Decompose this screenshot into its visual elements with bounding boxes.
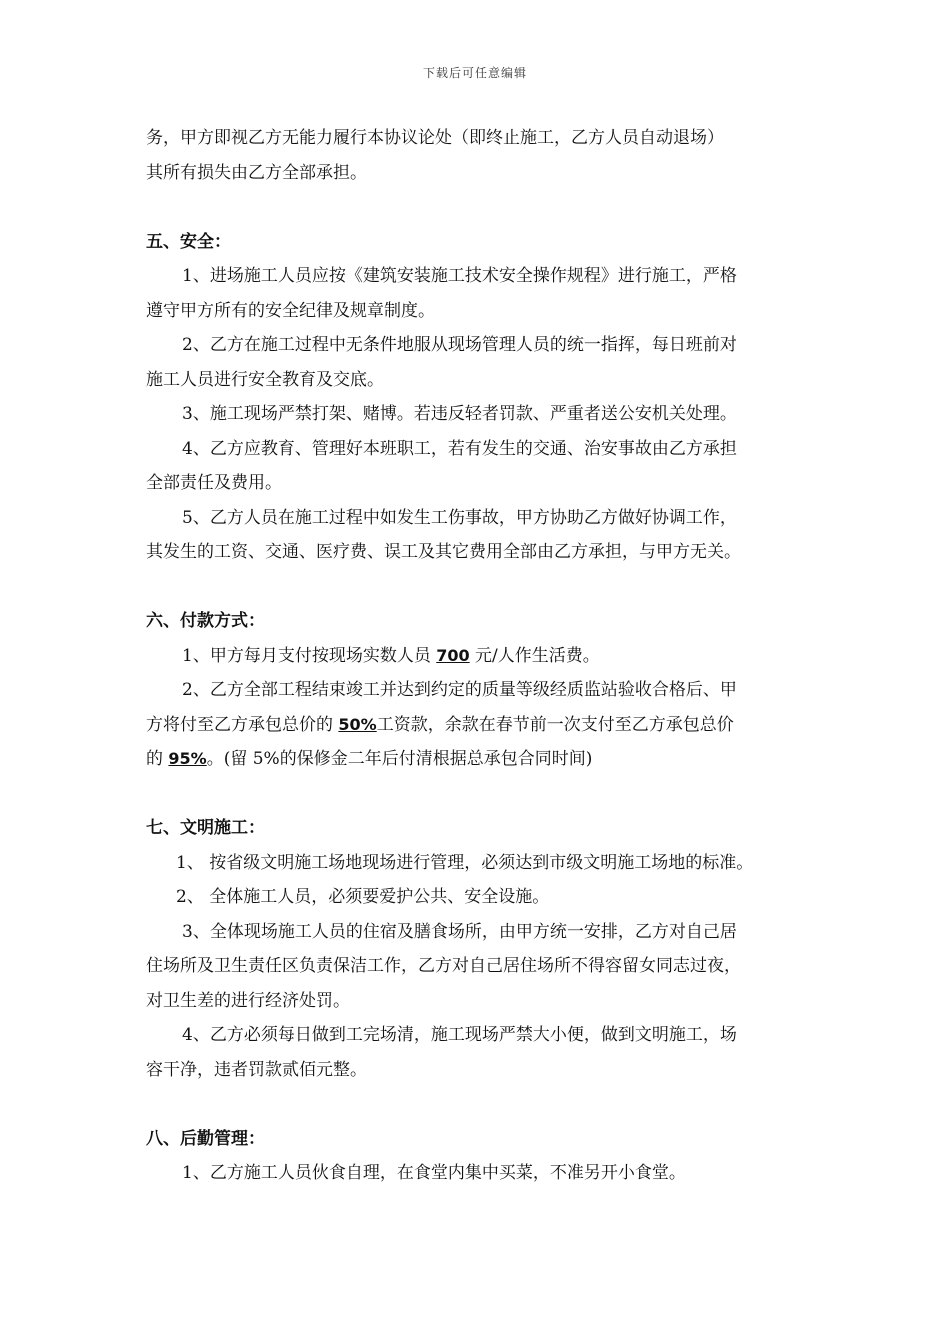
civilized-item-4-cont: 容干净，违者罚款贰佰元整。 xyxy=(146,1059,367,1080)
safety-item-1-cont: 遵守甲方所有的安全纪律及规章制度。 xyxy=(146,300,435,321)
payment-item-2-text: 。(留 5%的保修金二年后付清根据总承包合同时间) xyxy=(206,749,593,769)
payment-item-1 xyxy=(146,639,806,674)
payment-item-2: 2、乙方全部工程结束竣工并达到约定的质量等级经质监站验收合格后、甲 xyxy=(182,680,737,700)
safety-item-1: 1、进场施工人员应按《建筑安装施工技术安全操作规程》进行施工，严格 xyxy=(182,266,737,286)
payment-item-2-text: 的 xyxy=(146,749,169,769)
logistics-item-1: 1、乙方施工人员伙食自理，在食堂内集中买菜，不准另开小食堂。 xyxy=(182,1163,686,1183)
safety-item-4-cont: 全部责任及费用。 xyxy=(146,473,282,493)
payment-item-2-text: 方将付至乙方承包总价的 xyxy=(146,714,339,735)
payment-item-1-text: 元/人作生活费。 xyxy=(469,645,600,666)
intro-line: 务，甲方即视乙方无能力履行本协议论处（即终止施工，乙方人员自动退场） xyxy=(146,128,724,148)
section-heading-civilized-construction: 七、文明施工： xyxy=(146,818,265,838)
safety-item-2: 2、乙方在施工过程中无条件地服从现场管理人员的统一指挥，每日班前对 xyxy=(182,335,737,355)
safety-item-2-cont: 施工人员进行安全教育及交底。 xyxy=(146,369,384,390)
civilized-item-4: 4、乙方必须每日做到工完场清，施工现场严禁大小便，做到文明施工，场 xyxy=(182,1025,737,1045)
civilized-item-1: 1、 按省级文明施工场地现场进行管理，必须达到市级文明施工场地的标准。 xyxy=(176,852,754,873)
civilized-item-3: 3、全体现场施工人员的住宿及膳食场所，由甲方统一安排，乙方对自己居 xyxy=(182,921,737,942)
payment-item-2-text: 工资款，余款在春节前一次支付至乙方承包总价 xyxy=(376,714,734,735)
payment-item-1-text: 1、甲方每月支付按现场实数人员 xyxy=(182,645,437,666)
safety-item-5-cont: 其发生的工资、交通、医疗费、误工及其它费用全部由乙方承担，与甲方无关。 xyxy=(146,542,741,562)
payment-item-2-cont xyxy=(146,742,806,777)
payment-item-2-cont xyxy=(146,708,806,743)
page-header: 下载后可任意编辑 xyxy=(422,66,527,80)
living-allowance-amount: 700 xyxy=(436,645,470,665)
safety-item-5: 5、乙方人员在施工过程中如发生工伤事故，甲方协助乙方做好协调工作， xyxy=(182,507,737,528)
second-payment-percent: 95% xyxy=(168,749,207,768)
civilized-item-2: 2、 全体施工人员，必须要爱护公共、安全设施。 xyxy=(176,887,550,907)
intro-line: 其所有损失由乙方全部承担。 xyxy=(146,162,367,183)
civilized-item-3-cont: 对卫生差的进行经济处罚。 xyxy=(146,990,350,1011)
document-body xyxy=(146,121,806,1191)
section-heading-logistics: 八、后勤管理： xyxy=(146,1128,265,1149)
section-heading-payment: 六、付款方式： xyxy=(146,611,265,631)
civilized-item-3-cont: 住场所及卫生责任区负责保洁工作，乙方对自己居住场所不得容留女同志过夜， xyxy=(146,956,741,976)
safety-item-4: 4、乙方应教育、管理好本班职工，若有发生的交通、治安事故由乙方承担 xyxy=(182,438,737,459)
safety-item-3: 3、施工现场严禁打架、赌博。若违反轻者罚款、严重者送公安机关处理。 xyxy=(182,404,737,424)
first-payment-percent: 50% xyxy=(338,714,377,734)
section-heading-safety: 五、安全： xyxy=(146,231,231,252)
